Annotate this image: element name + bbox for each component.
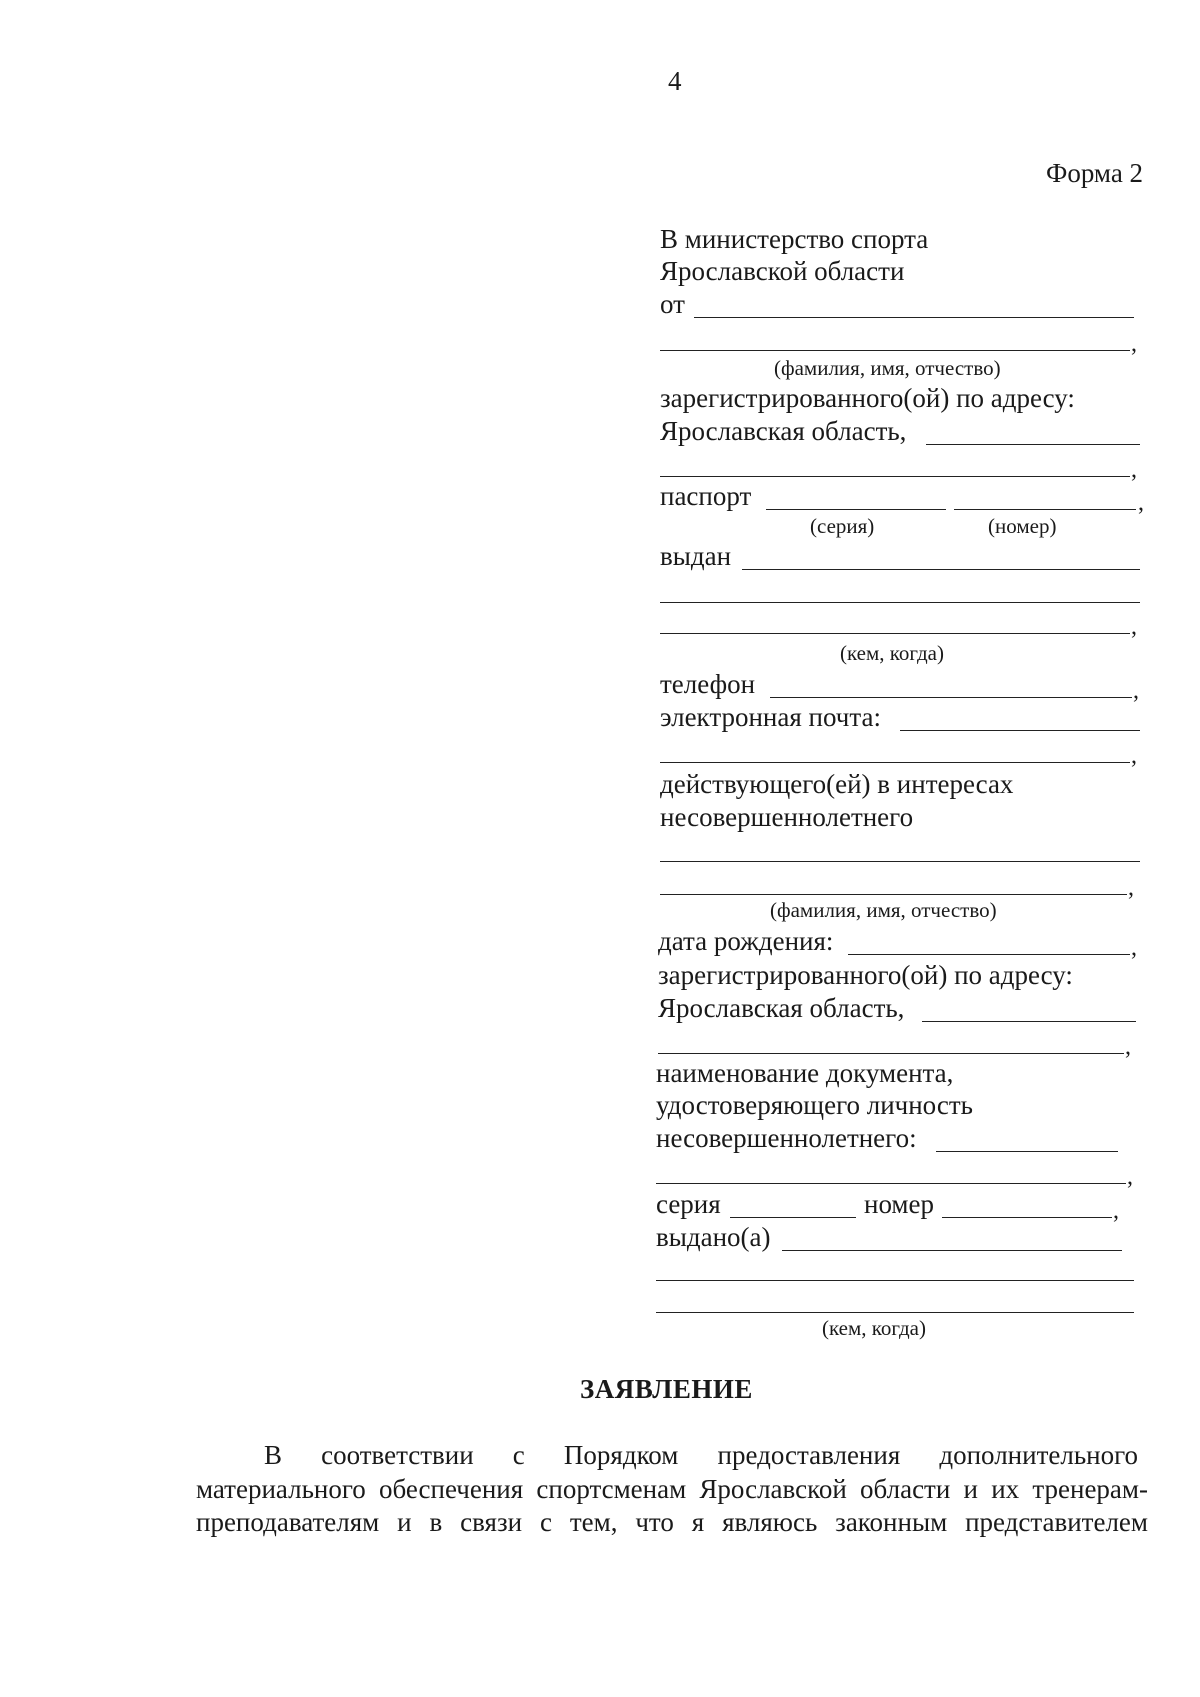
doc-name-blank-1[interactable] bbox=[936, 1151, 1118, 1152]
issued-blank-1[interactable] bbox=[742, 569, 1140, 570]
addressee-line-1: В министерство спорта bbox=[660, 224, 929, 254]
caption-fio: (фамилия, имя, отчество) bbox=[774, 356, 1001, 380]
from-blank[interactable] bbox=[694, 317, 1134, 318]
minor-fio-blank-2[interactable] bbox=[660, 894, 1127, 895]
acting-label-2: несовершеннолетнего bbox=[660, 802, 914, 832]
comma: , bbox=[1131, 331, 1137, 357]
region-label-2: Ярославская область, bbox=[658, 993, 905, 1023]
series-label: серия bbox=[656, 1189, 721, 1219]
body-line-1: В соответствии с Порядком предоставления дополнительного bbox=[264, 1440, 1138, 1470]
document-title: ЗАЯВЛЕНИЕ bbox=[580, 1374, 753, 1404]
issued-blank-3[interactable] bbox=[660, 633, 1130, 634]
passport-number-blank[interactable] bbox=[954, 509, 1136, 510]
comma: , bbox=[1125, 1034, 1131, 1060]
comma: , bbox=[1131, 457, 1137, 483]
comma: , bbox=[1113, 1198, 1119, 1224]
region-label: Ярославская область, bbox=[660, 416, 907, 446]
caption-fio-2: (фамилия, имя, отчество) bbox=[770, 898, 997, 922]
number-label: номер bbox=[864, 1189, 935, 1219]
registered-label-2: зарегистрированного(ой) по адресу: bbox=[658, 960, 1073, 990]
doc-name-label-3: несовершеннолетнего: bbox=[656, 1123, 917, 1153]
phone-label: телефон bbox=[660, 669, 756, 699]
comma: , bbox=[1128, 875, 1134, 901]
minor-issued-blank-3[interactable] bbox=[656, 1312, 1134, 1313]
birth-date-blank[interactable] bbox=[848, 954, 1130, 955]
email-blank-1[interactable] bbox=[900, 730, 1140, 731]
doc-name-blank-2[interactable] bbox=[656, 1183, 1126, 1184]
issued-label: выдан bbox=[660, 541, 732, 571]
birth-date-label: дата рождения: bbox=[658, 926, 834, 956]
body-line-3: преподавателям и в связи с тем, что я являюсь законным представителем bbox=[196, 1507, 1148, 1537]
form-label: Форма 2 bbox=[1046, 158, 1144, 188]
comma: , bbox=[1131, 614, 1137, 640]
address-blank-2[interactable] bbox=[660, 476, 1130, 477]
address-blank-1[interactable] bbox=[926, 444, 1140, 445]
caption-number: (номер) bbox=[988, 514, 1057, 538]
number-blank[interactable] bbox=[942, 1217, 1112, 1218]
minor-issued-blank-1[interactable] bbox=[782, 1250, 1122, 1251]
comma: , bbox=[1131, 743, 1137, 769]
series-blank[interactable] bbox=[730, 1217, 856, 1218]
doc-name-label-1: наименование документа, bbox=[656, 1058, 954, 1088]
comma: , bbox=[1127, 1164, 1133, 1190]
issued-blank-2[interactable] bbox=[660, 602, 1140, 603]
page-number: 4 bbox=[668, 66, 682, 96]
from-label: от bbox=[660, 289, 685, 319]
fio-blank[interactable] bbox=[660, 350, 1130, 351]
issued-label-2: выдано(а) bbox=[656, 1222, 771, 1252]
addressee-line-2: Ярославской области bbox=[660, 256, 905, 286]
caption-by-whom-2: (кем, когда) bbox=[822, 1316, 926, 1340]
passport-series-blank[interactable] bbox=[766, 509, 946, 510]
phone-blank[interactable] bbox=[770, 697, 1132, 698]
minor-address-blank-2[interactable] bbox=[658, 1053, 1124, 1054]
minor-address-blank-1[interactable] bbox=[922, 1021, 1136, 1022]
minor-fio-blank-1[interactable] bbox=[660, 861, 1140, 862]
comma: , bbox=[1133, 678, 1139, 704]
acting-label-1: действующего(ей) в интересах bbox=[660, 769, 1014, 799]
doc-name-label-2: удостоверяющего личность bbox=[656, 1090, 973, 1120]
comma: , bbox=[1131, 935, 1137, 961]
body-line-2: материального обеспечения спортсменам Ярославской области и их тренерам- bbox=[196, 1474, 1148, 1504]
caption-series: (серия) bbox=[810, 514, 875, 538]
registered-label: зарегистрированного(ой) по адресу: bbox=[660, 383, 1075, 413]
minor-issued-blank-2[interactable] bbox=[656, 1280, 1134, 1281]
caption-by-whom: (кем, когда) bbox=[840, 641, 944, 665]
comma: , bbox=[1138, 490, 1144, 516]
passport-label: паспорт bbox=[660, 481, 752, 511]
email-blank-2[interactable] bbox=[660, 762, 1130, 763]
email-label: электронная почта: bbox=[660, 702, 881, 732]
